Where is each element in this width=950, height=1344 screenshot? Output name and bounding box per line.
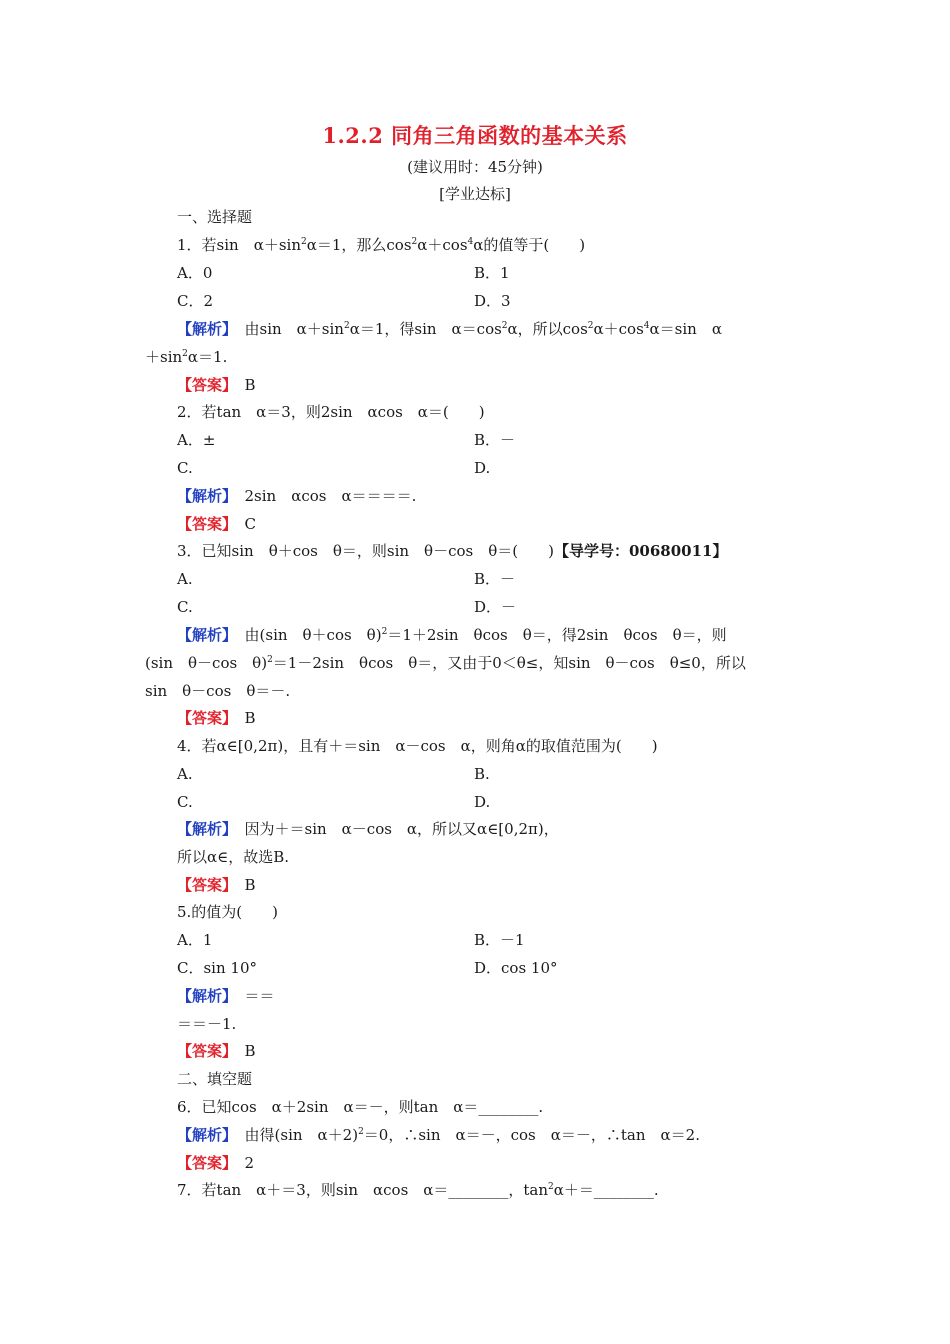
q3-option-a: A. — [177, 570, 193, 588]
q3-solution-cont: (sin θ－cos θ)$^2$＝1－2sin θcos θ＝，又由于0＜θ≤，知sin θ－cos θ≤0，所以 — [145, 654, 746, 672]
section-heading-fill: 二、填空题 — [177, 1070, 253, 1088]
q3-stem: 3．已知sin θ＋cos θ＝，则sin θ－cos θ＝( )【导学号：00680011】 — [177, 542, 728, 560]
q4-option-d: D. — [474, 793, 491, 811]
guide-number: 【导学号：00680011】 — [553, 542, 728, 560]
q4-solution: 【解析】 因为＋＝sin α－cos α，所以又α∈[0,2π)， — [177, 820, 559, 838]
q3-option-d: D．－ — [474, 598, 517, 616]
q1-option-b: B．1 — [474, 264, 510, 282]
q5-answer: 【答案】 B — [177, 1042, 256, 1060]
section-heading-choice: 一、选择题 — [177, 208, 253, 226]
page-title: 1.2.2 同角三角函数的基本关系 — [322, 123, 628, 148]
solution-tag: 【解析】 — [177, 987, 230, 1005]
q1-option-c: C．2 — [177, 292, 214, 310]
q4-option-b: B. — [474, 765, 490, 783]
q3-option-c: C. — [177, 598, 193, 616]
q2-stem: 2．若tan α＝3，则2sin αcos α＝( ) — [177, 403, 485, 421]
q1-stem: 1．若sin $\alpha+\sin^2\alpha=1$，那么$\cos^2\alpha+\cos^4\alpha$的值等于( ) — [177, 236, 586, 254]
q6-stem: 6．已知cos α＋2sin α＝－，则tan α＝________. — [177, 1098, 544, 1116]
q4-stem: 4．若α∈[0,2π)，且有＋＝sin α－cos α，则角α的取值范围为( ) — [177, 737, 658, 755]
q3-answer: 【答案】 B — [177, 709, 256, 727]
answer-tag: 【答案】 — [177, 515, 230, 533]
q1-option-a: A．0 — [177, 264, 213, 282]
q2-option-c: C. — [177, 459, 193, 477]
q5-option-b: B．－1 — [474, 931, 525, 949]
q1-option-d: D．3 — [474, 292, 511, 310]
answer-tag: 【答案】 — [177, 376, 230, 394]
q5-option-c: C．sin 10° — [177, 959, 257, 977]
answer-tag: 【答案】 — [177, 709, 230, 727]
q3-solution: 【解析】 由(sin θ＋cos θ)$^2$＝1＋2sin θcos θ＝，得2sin θcos θ＝，则 — [177, 626, 727, 644]
q2-answer: 【答案】 C — [177, 515, 256, 533]
q6-answer: 【答案】 2 — [177, 1154, 255, 1172]
q2-solution: 【解析】 2sin αcos α＝＝＝＝. — [177, 487, 417, 505]
solution-tag: 【解析】 — [177, 487, 230, 505]
level-label: [学业达标] — [439, 185, 511, 203]
q3-option-b: B．－ — [474, 570, 516, 588]
solution-tag: 【解析】 — [177, 320, 230, 338]
q5-solution: 【解析】 ＝＝ — [177, 987, 275, 1005]
q1-answer: 【答案】 B — [177, 376, 256, 394]
q2-option-a: A．± — [177, 431, 216, 449]
q5-option-a: A．1 — [177, 931, 213, 949]
solution-tag: 【解析】 — [177, 1126, 230, 1144]
q5-solution-cont: ＝＝－1. — [177, 1015, 237, 1033]
solution-tag: 【解析】 — [177, 820, 230, 838]
q3-solution-cont2: sin θ－cos θ＝－. — [145, 682, 291, 700]
q2-option-d: D. — [474, 459, 491, 477]
suggested-time: (建议用时：45分钟) — [407, 158, 543, 176]
q5-option-d: D．cos 10° — [474, 959, 558, 977]
solution-tag: 【解析】 — [177, 626, 230, 644]
q5-stem: 5.的值为( ) — [177, 903, 279, 921]
q2-option-b: B．－ — [474, 431, 516, 449]
q4-option-a: A. — [177, 765, 193, 783]
q4-answer: 【答案】 B — [177, 876, 256, 894]
q6-solution: 【解析】 由得(sin α＋2)$^2$＝0，∴sin α＝－，cos α＝－，∴tan α＝2. — [177, 1126, 700, 1144]
q7-stem: 7．若tan α＋＝3，则sin αcos α＝________，$\tan^2\alpha+=\_\_\_\_\_\_\_\_$. — [177, 1181, 659, 1199]
answer-tag: 【答案】 — [177, 1042, 230, 1060]
q1-solution-cont: $+\sin^2\alpha=1$. — [145, 348, 228, 366]
q4-option-c: C. — [177, 793, 193, 811]
q4-solution-cont: 所以α∈，故选B. — [177, 848, 290, 866]
q1-solution: 【解析】 由sin $\alpha+\sin^2\alpha=1$，得sin $\alpha=\cos^2\alpha$，所以$\cos^2\alpha+\cos^4\alpha=\sin$ α — [177, 320, 722, 338]
answer-tag: 【答案】 — [177, 1154, 230, 1172]
answer-tag: 【答案】 — [177, 876, 230, 894]
